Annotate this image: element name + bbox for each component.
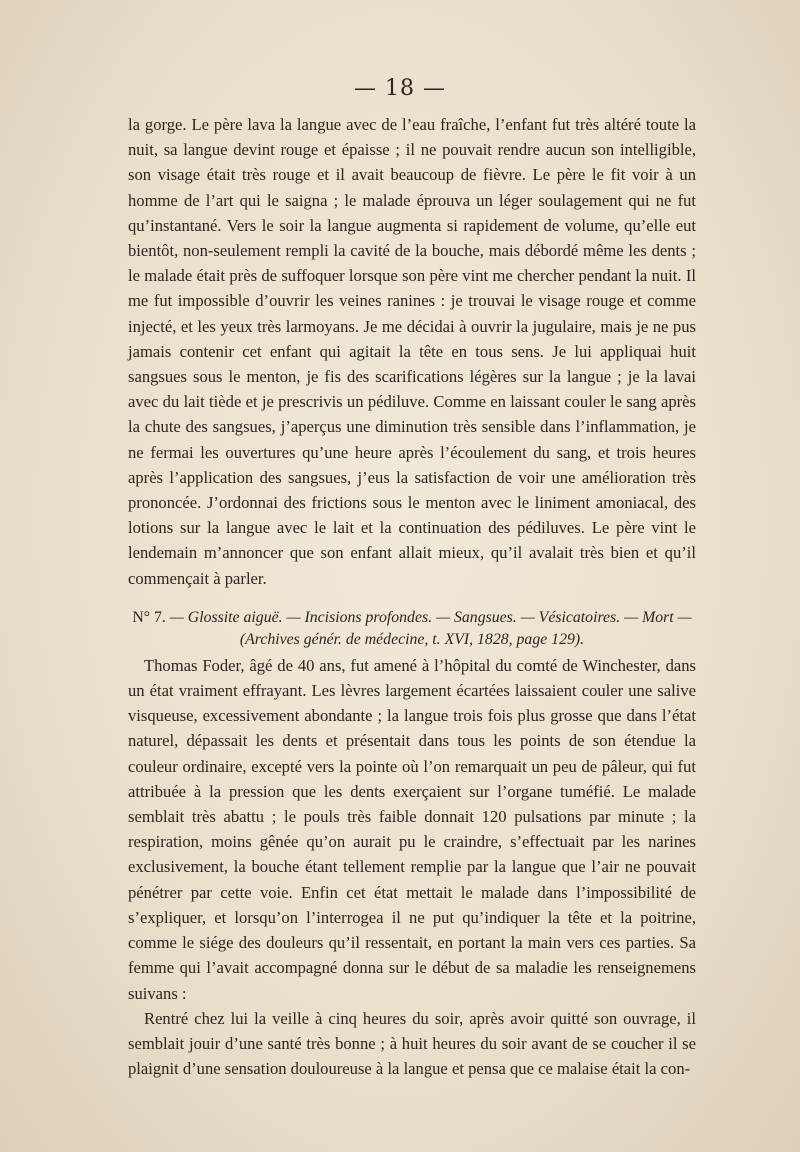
- page-number: — 18 —: [354, 76, 446, 101]
- case-number: N° 7.: [132, 608, 166, 626]
- page-body: [128, 112, 696, 1081]
- case-title: — Glossite aiguë. — Incisions profondes. — Sangsues. — Vésicatoires. — Mort —: [169, 608, 692, 626]
- case-heading: [128, 607, 696, 651]
- paragraph-history: Rentré chez lui la veille à cinq heures du soir, après avoir quitté son ouvrage, il semblait jouir d’une santé très bonne ; à huit heures du soir avant de se coucher il se plaignit d’une sensation douloureuse à la langue et pensa que ce malaise était la con-: [128, 1008, 696, 1079]
- paragraph-case-description: Thomas Foder, âgé de 40 ans, fut amené à l’hôpital du comté de Winchester, dans un état vraiment effrayant. Les lèvres largement écartées laissaient couler une salive visqueuse, excessivement abondante ; la langue trois fois plus grosse que dans l’état naturel, dépassait les dents et présentait dans tous les points de son étendue la couleur ordinaire, excepté vers la pointe où l’on remarquait un peu de pâleur, qui fut attribuée à la pression que les dents exerçaient sur l’organe tuméfié. Le malade semblait très abattu ; le pouls très faible donnait 120 pulsations par minute ; la respiration, moins gênée qu’on aurait pu le craindre, s’effectuait par les narines exclusivement, la bouche étant tellement remplie par la langue que l’air ne pouvait pénétrer par cette voie. Enfin cet état mettait le malade dans l’impossibilité de s’expliquer, et lorsqu’on l’interrogea il ne put qu’indiquer la tête et la poitrine, comme le siége des douleurs qu’il ressentait, en portant la main vers ces parties. Sa femme qui l’avait accompagné donna sur le début de sa maladie les renseignemens suivans :: [128, 655, 696, 1003]
- case-source: (Archives génér. de médecine, t. XVI, 1828, page 129).: [239, 630, 585, 648]
- paragraph-continuation: la gorge. Le père lava la langue avec de l’eau fraîche, l’enfant fut très altéré toute la nuit, sa langue devint rouge et épaisse ; il ne pouvait rendre aucun son intelligible, son visage était très rouge et il avait beaucoup de fièvre. Le père le fit voir à un homme de l’art qui le saigna ; le malade éprouva un léger soulagement qui ne fut qu’instantané. Vers le soir la langue augmenta si rapidement de volume, qu’elle eut bientôt, non-seulement rempli la cavité de la bouche, mais débordé même les dents ; le malade était près de suffoquer lorsque son père vint me chercher pendant la nuit. Il me fut impossible d’ouvrir les veines ranines : je trouvai le visage rouge et comme injecté, et les yeux très larmoyans. Je me décidai à ouvrir la jugulaire, mais je ne pus jamais contenir cet enfant qui agitait la tête en tous sens. Je lui appliquai huit sangsues sous le menton, je fis des scarifications légères sur la langue ; je la lavai avec du lait tiède et je prescrivis un pédiluve. Comme en laissant couler le sang après la chute des sangsues, j’aperçus une diminution très sensible dans l’inflammation, je ne fermai les ouvertures qu’une heure après l’écoulement du sang, et trois heures après l’application des sangsues, j’eus la satisfaction de voir une amélioration très prononcée. J’ordonnai des frictions sous le menton avec le liniment amoniacal, des lotions sur la langue avec le lait et la continuation des pédiluves. Le père vint le lendemain m’annoncer que son enfant allait mieux, qu’il avalait très bien et qu’il commençait à parler.: [128, 115, 696, 588]
